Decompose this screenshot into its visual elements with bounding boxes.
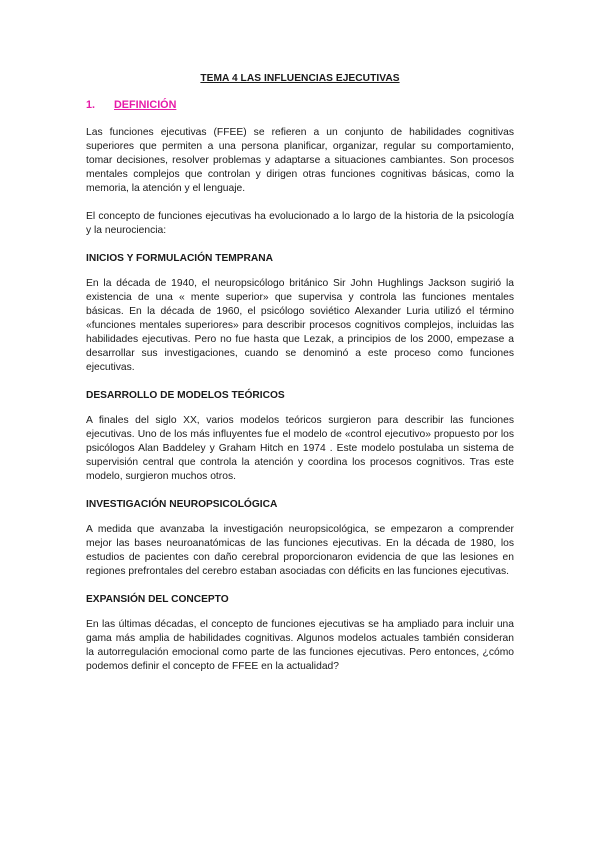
- subsection-heading-modelos: DESARROLLO DE MODELOS TEÓRICOS: [86, 389, 285, 401]
- document-title: TEMA 4 LAS INFLUENCIAS EJECUTIVAS: [200, 73, 400, 84]
- section-heading: [86, 98, 514, 112]
- intro-paragraph-1: Las funciones ejecutivas (FFEE) se refieren a un conjunto de habilidades cognitivas superiores que permiten a una persona planificar, organizar, regular su comportamiento, tomar decisiones, resolver problemas y adaptarse a situaciones cambiantes. Son procesos mentales complejos que controlan y dirigen otras funciones cognitivas básicas, como la memoria, la atención y el lenguaje.: [86, 127, 514, 195]
- subsection-text-modelos: A finales del siglo XX, varios modelos teóricos surgieron para describir las funciones ejecutivas. Uno de los más influyentes fue el modelo de «control ejecutivo» propuesto por los psicólogos Alan Baddeley y Graham Hitch en 1974 . Este modelo postulaba un sistema de supervisión central que controla la atención y coordina los procesos cognitivos. Tras este modelo, surgieron muchos otros.: [86, 414, 514, 483]
- section-number: 1.: [86, 99, 96, 111]
- subsection-text-investigacion: A medida que avanzaba la investigación neuropsicológica, se empezaron a comprender mejor las bases neuroanatómicas de las funciones ejecutivas. En la década de 1980, los estudios de pacientes con daño cerebral proporcionaron evidencia de que las lesiones en regiones prefrontales del cerebro estaban asociadas con déficits en las funciones ejecutivas.: [86, 523, 514, 578]
- subsection-text-inicios: En la década de 1940, el neuropsicólogo británico Sir John Hughlings Jackson sugirió la existencia de una « mente superior» que supervisa y controla las funciones mentales básicas. En la década de 1960, el psicólogo soviético Alexander Luria utilizó el término «funciones mentales superiores» para describir procesos cognitivos complejos, incluidas las habilidades ejecutivas. Pero no fue hasta que Lezak, a principios de los 2000, empezase a desarrollar sus investigaciones, cuando se denominó a este proceso como funciones ejecutivas.: [86, 277, 514, 374]
- intro-paragraph-2: El concepto de funciones ejecutivas ha evolucionado a lo largo de la historia de la psicología y la neurociencia:: [86, 210, 514, 237]
- subsection-heading-expansion: EXPANSIÓN DEL CONCEPTO: [86, 593, 229, 605]
- subsection-text-expansion: En las últimas décadas, el concepto de funciones ejecutivas se ha ampliado para incluir una gama más amplia de habilidades cognitivas. Algunos modelos actuales también consideran la autorregulación emocional como parte de las funciones ejecutivas. Pero entonces, ¿cómo podemos definir el concepto de FFEE en la actualidad?: [86, 618, 514, 672]
- subsection-heading-inicios: INICIOS Y FORMULACIÓN TEMPRANA: [86, 252, 273, 264]
- section-title: DEFINICIÓN: [114, 99, 177, 111]
- subsection-heading-investigacion: INVESTIGACIÓN NEUROPSICOLÓGICA: [86, 498, 278, 510]
